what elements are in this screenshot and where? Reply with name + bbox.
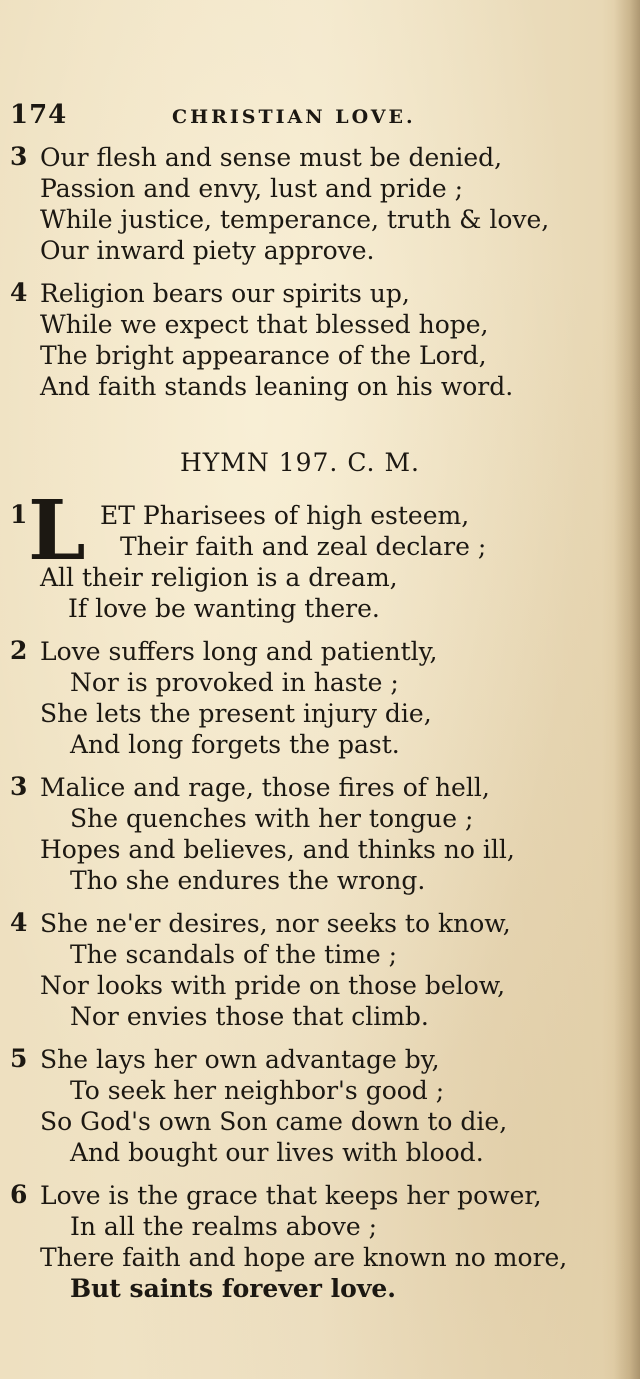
verse-line: Nor envies those that climb. (70, 1002, 429, 1031)
verse-line: But saints forever love. (70, 1274, 396, 1303)
stanza-number: 4 (10, 278, 28, 307)
stanza-number: 2 (10, 636, 28, 665)
verse-line: Love is the grace that keeps her power, (40, 1181, 542, 1210)
verse-line: The bright appearance of the Lord, (40, 341, 487, 370)
page-number: 174 (10, 100, 68, 130)
verse-line: And long forgets the past. (70, 730, 400, 759)
verse-line: Their faith and zeal declare ; (120, 532, 487, 561)
verse-line: She ne'er desires, nor seeks to know, (40, 909, 511, 938)
page-gutter-shadow (614, 0, 640, 1379)
hymn-title: HYMN 197. C. M. (179, 448, 420, 477)
verse-line: So God's own Son came down to die, (40, 1107, 508, 1136)
verse-line: To seek her neighbor's good ; (70, 1076, 445, 1105)
verse-line: In all the realms above ; (70, 1212, 378, 1241)
verse-line: Our inward piety approve. (40, 236, 375, 265)
verse-line: Love suffers long and patiently, (40, 637, 438, 666)
stanza-number: 6 (10, 1180, 28, 1209)
verse-line: The scandals of the time ; (70, 940, 398, 969)
verse-line: Tho she endures the wrong. (70, 866, 426, 895)
verse-line: She lets the present injury die, (40, 699, 432, 728)
stanza-number: 1 (10, 500, 28, 529)
verse-line: All their religion is a dream, (40, 563, 398, 592)
verse-line: Malice and rage, those fires of hell, (40, 773, 490, 802)
verse-line: Our flesh and sense must be denied, (40, 143, 503, 172)
verse-line: And faith stands leaning on his word. (40, 372, 514, 401)
stanza-number: 5 (10, 1044, 28, 1073)
stanza-number: 3 (10, 772, 28, 801)
running-title: CHRISTIAN LOVE. (172, 106, 416, 128)
verse-line: She quenches with her tongue ; (70, 804, 474, 833)
verse-line: While justice, temperance, truth & love, (40, 205, 550, 234)
verse-line: There faith and hope are known no more, (40, 1243, 568, 1272)
verse-line: ET Pharisees of high esteem, (100, 501, 470, 530)
stanza-number: 3 (10, 142, 28, 171)
page-header (10, 100, 470, 136)
verse-line: Nor looks with pride on those below, (40, 971, 506, 1000)
stanza-number: 4 (10, 908, 28, 937)
verse-line: Nor is provoked in haste ; (70, 668, 399, 697)
verse-line: Passion and envy, lust and pride ; (40, 174, 464, 203)
verse-line: She lays her own advantage by, (40, 1045, 440, 1074)
verse-line: Hopes and believes, and thinks no ill, (40, 835, 515, 864)
verse-line: While we expect that blessed hope, (40, 310, 489, 339)
verse-line: And bought our lives with blood. (70, 1138, 484, 1167)
drop-cap: L (28, 483, 84, 579)
verse-line: If love be wanting there. (68, 594, 380, 623)
verse-line: Religion bears our spirits up, (40, 279, 410, 308)
